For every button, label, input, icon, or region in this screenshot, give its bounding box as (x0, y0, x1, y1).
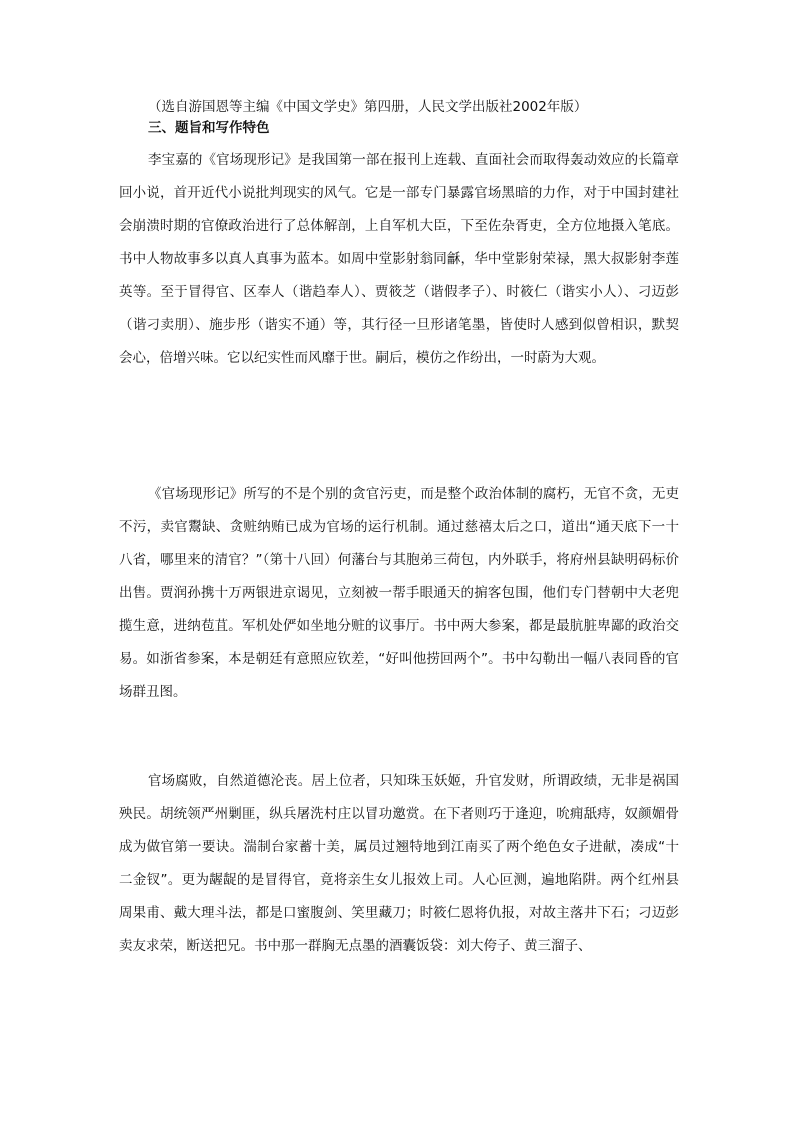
paragraph-3: 官场腐败，自然道德沦丧。居上位者，只知珠玉妖姬，升官发财，所谓政绩，无非是祸国殃民。胡统领严州剿匪，纵兵屠洗村庄以冒功邀赏。在下者则巧于逢迎，吮痈舐痔，奴颜媚骨成为做官第一要诀。湍制台家蓄十美，属员过翘特地到江南买了两个绝色女子进献，凑成“十二金钗”。更为龌龊的是冒得官，竟将亲生女儿报效上司。人心叵测，遍地陷阱。两个红州县周果甫、戴大理斗法，都是口蜜腹剑、笑里藏刀；时筱仁恩将仇报，对故主落井下石；刁迈彭卖友求荣，断送把兄。书中那一群胸无点墨的酒囊饭袋：刘大侉子、黄三溜子、 (119, 773, 679, 954)
source-citation: （选自游国恩等主编《中国文学史》第四册，人民文学出版社2002年版） (148, 99, 588, 115)
paragraph-2: 《官场现形记》所写的不是个别的贪官污吏，而是整个政治体制的腐朽，无官不贪，无吏不污，卖官鬻缺、贪赃纳贿已成为官场的运行机制。通过慈禧太后之口，道出“通天底下一十八省，哪里来的清官？”（第十八回）何藩台与其胞弟三荷包，内外联手，将府州县缺明码标价出售。贾润孙携十万两银进京谒见，立刻被一帮手眼通天的掮客包围，他们专门替朝中大老兜揽生意，进纳苞苴。军机处俨如坐地分赃的议事厅。书中两大参案，都是最肮脏卑鄙的政治交易。如浙省参案，本是朝廷有意照应钦差，“好叫他捞回两个”。书中勾勒出一幅八表同昏的官场群丑图。 (119, 486, 679, 700)
section-heading: 三、题旨和写作特色 (148, 120, 270, 136)
paragraph-1: 李宝嘉的《官场现形记》是我国第一部在报刊上连载、直面社会而取得轰动效应的长篇章回小说，首开近代小说批判现实的风气。它是一部专门暴露官场黑暗的力作，对于中国封建社会崩溃时期的官僚政治进行了总体解剖，上自军机大臣，下至佐杂胥吏，全方位地摄入笔底。书中人物故事多以真人真事为蓝本。如周中堂影射翁同龢，华中堂影射荣禄，黑大叔影射李莲英等。至于冒得官、区奉人（谐趋奉人）、贾筱芝（谐假孝子）、时筱仁（谐实小人）、刁迈彭（谐刁卖朋）、施步彤（谐实不通）等，其行径一旦形诸笔墨，皆使时人感到似曾相识，默契会心，倍增兴味。它以纪实性而风靡于世。嗣后，模仿之作纷出，一时蔚为大观。 (119, 152, 679, 366)
